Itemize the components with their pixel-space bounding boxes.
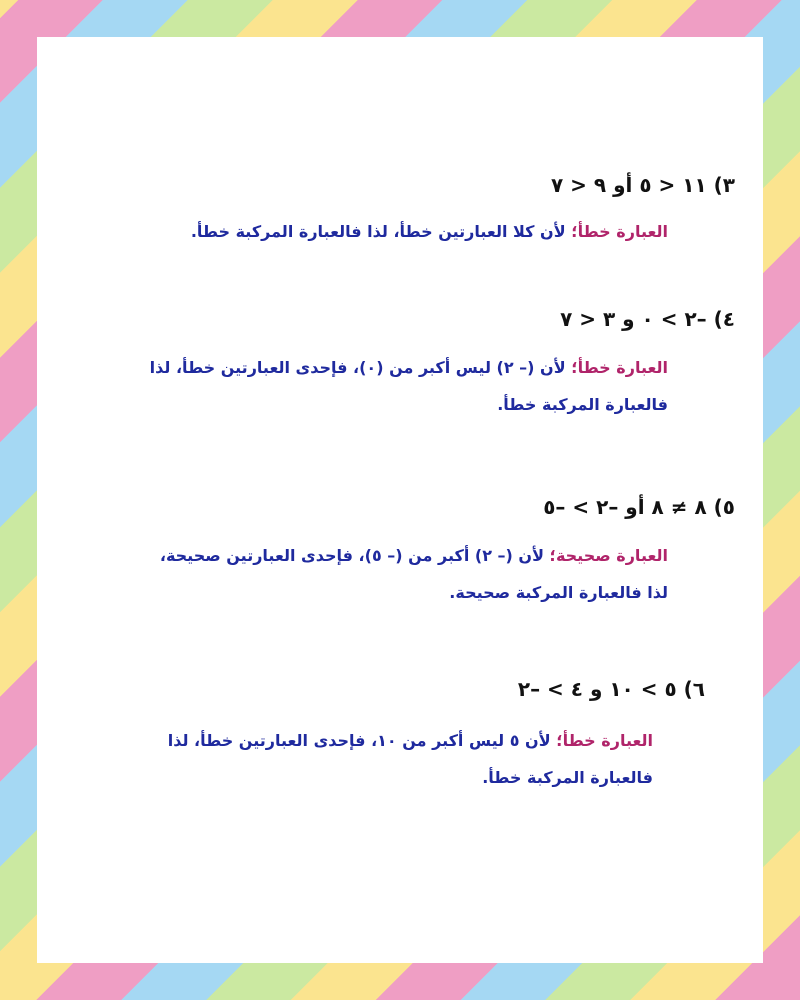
problem-answer — [108, 213, 668, 250]
answer-reason-continued: فالعبارة المركبة خطأ. — [482, 768, 653, 787]
verdict-label: العبارة خطأ؛ — [571, 222, 668, 241]
problem-statement: ٣) ١١ < ٥ أو ٩ < ٧ — [551, 173, 735, 197]
answer-reason: لأن (– ٢) ليس أكبر من (٠)، فإحدى العبارتين خطأ، لذا — [149, 358, 572, 377]
answer-reason: لأن كلا العبارتين خطأ، لذا فالعبارة المركبة خطأ. — [190, 222, 572, 241]
verdict-label: العبارة صحيحة؛ — [549, 546, 668, 565]
verdict-label: العبارة خطأ؛ — [571, 358, 668, 377]
problem-statement: ٥) ٨ ≠ ٨ أو –٢ > –٥ — [543, 495, 735, 519]
problem-statement: ٦) ٥ > ١٠ و ٤ > –٢ — [517, 677, 705, 701]
problem-answer — [108, 537, 668, 611]
problem-answer — [108, 349, 668, 423]
problem-answer — [113, 722, 653, 796]
content-card — [37, 37, 763, 963]
answer-reason-continued: فالعبارة المركبة خطأ. — [497, 395, 668, 414]
verdict-label: العبارة خطأ؛ — [556, 731, 653, 750]
answer-reason-continued: لذا فالعبارة المركبة صحيحة. — [449, 583, 668, 602]
answer-reason: لأن (– ٢) أكبر من (– ٥)، فإحدى العبارتين صحيحة، — [159, 546, 550, 565]
problem-statement: ٤) –٢ > ٠ و ٣ < ٧ — [560, 307, 735, 331]
answer-reason: لأن ٥ ليس أكبر من ١٠، فإحدى العبارتين خطأ، لذا — [167, 731, 557, 750]
